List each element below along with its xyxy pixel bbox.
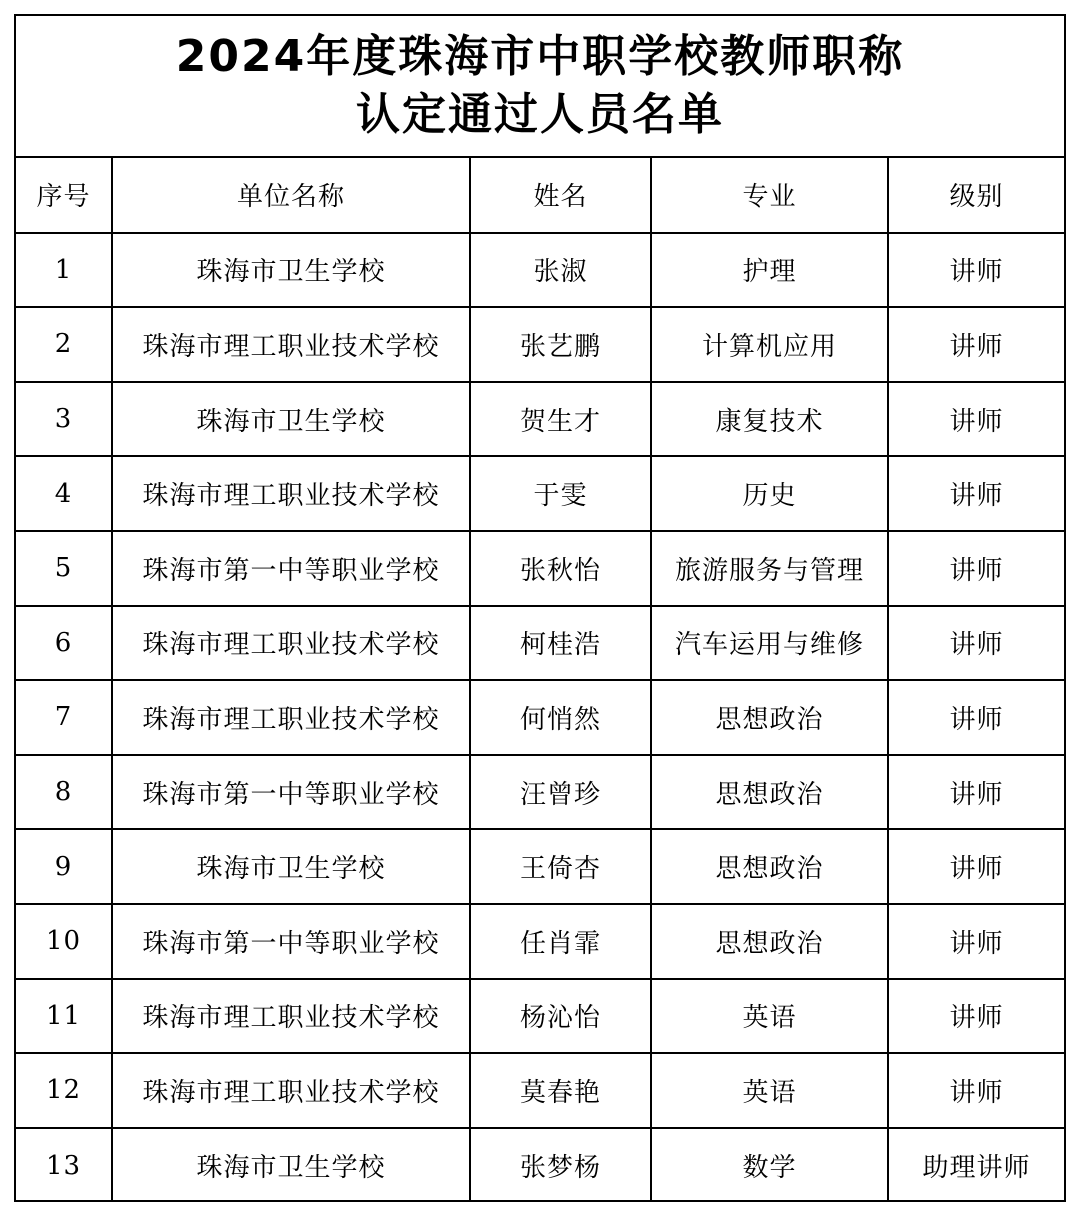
cell-major: 思想政治 [651, 755, 888, 830]
cell-name: 莫春艳 [470, 1053, 651, 1128]
cell-unit: 珠海市理工职业技术学校 [112, 307, 470, 382]
cell-index: 7 [16, 680, 112, 755]
cell-level: 讲师 [888, 233, 1064, 308]
cell-unit: 珠海市理工职业技术学校 [112, 680, 470, 755]
header-unit: 单位名称 [112, 158, 470, 233]
cell-name: 何悄然 [470, 680, 651, 755]
cell-level: 讲师 [888, 1053, 1064, 1128]
table-row [16, 382, 1064, 457]
cell-name: 王倚杏 [470, 829, 651, 904]
cell-major: 计算机应用 [651, 307, 888, 382]
title-line-2: 认定通过人员名单 [356, 89, 724, 140]
table-row [16, 307, 1064, 382]
cell-major: 历史 [651, 456, 888, 531]
table-body [16, 233, 1064, 1203]
cell-major: 数学 [651, 1128, 888, 1203]
table-row [16, 1053, 1064, 1128]
cell-name: 张艺鹏 [470, 307, 651, 382]
cell-level: 讲师 [888, 979, 1064, 1054]
document-title [16, 16, 1064, 158]
cell-major: 思想政治 [651, 680, 888, 755]
cell-index: 2 [16, 307, 112, 382]
cell-unit: 珠海市理工职业技术学校 [112, 456, 470, 531]
document [14, 14, 1066, 1202]
header-name: 姓名 [470, 158, 651, 233]
cell-major: 护理 [651, 233, 888, 308]
cell-level: 讲师 [888, 680, 1064, 755]
cell-index: 6 [16, 606, 112, 681]
cell-unit: 珠海市理工职业技术学校 [112, 979, 470, 1054]
cell-major: 汽车运用与维修 [651, 606, 888, 681]
cell-level: 讲师 [888, 307, 1064, 382]
title-line-1: 2024年度珠海市中职学校教师职称 [175, 31, 905, 82]
table-row [16, 904, 1064, 979]
cell-index: 13 [16, 1128, 112, 1203]
cell-index: 4 [16, 456, 112, 531]
cell-index: 11 [16, 979, 112, 1054]
cell-index: 9 [16, 829, 112, 904]
cell-index: 12 [16, 1053, 112, 1128]
table-row [16, 680, 1064, 755]
table-row [16, 829, 1064, 904]
cell-level: 讲师 [888, 456, 1064, 531]
cell-index: 1 [16, 233, 112, 308]
cell-index: 3 [16, 382, 112, 457]
table-header-row [16, 158, 1064, 233]
table-row [16, 979, 1064, 1054]
cell-name: 张淑 [470, 233, 651, 308]
cell-unit: 珠海市第一中等职业学校 [112, 531, 470, 606]
header-level: 级别 [888, 158, 1064, 233]
cell-index: 5 [16, 531, 112, 606]
table-row [16, 1128, 1064, 1203]
cell-unit: 珠海市理工职业技术学校 [112, 606, 470, 681]
cell-unit: 珠海市理工职业技术学校 [112, 1053, 470, 1128]
cell-unit: 珠海市卫生学校 [112, 233, 470, 308]
cell-major: 英语 [651, 979, 888, 1054]
cell-unit: 珠海市卫生学校 [112, 829, 470, 904]
cell-level: 讲师 [888, 382, 1064, 457]
cell-level: 讲师 [888, 829, 1064, 904]
header-index: 序号 [16, 158, 112, 233]
header-major: 专业 [651, 158, 888, 233]
cell-index: 8 [16, 755, 112, 830]
cell-name: 柯桂浩 [470, 606, 651, 681]
table-row [16, 755, 1064, 830]
cell-unit: 珠海市卫生学校 [112, 1128, 470, 1203]
cell-major: 英语 [651, 1053, 888, 1128]
personnel-table [16, 158, 1064, 1202]
cell-unit: 珠海市卫生学校 [112, 382, 470, 457]
cell-level: 讲师 [888, 531, 1064, 606]
cell-name: 任肖霏 [470, 904, 651, 979]
cell-major: 思想政治 [651, 829, 888, 904]
cell-level: 助理讲师 [922, 1153, 1031, 1184]
cell-name: 贺生才 [470, 382, 651, 457]
table-row [16, 233, 1064, 308]
table-row [16, 531, 1064, 606]
cell-unit: 珠海市第一中等职业学校 [112, 755, 470, 830]
cell-name: 张秋怡 [470, 531, 651, 606]
cell-name: 汪曾珍 [470, 755, 651, 830]
table-row [16, 606, 1064, 681]
cell-level: 讲师 [888, 904, 1064, 979]
cell-major: 思想政治 [651, 904, 888, 979]
cell-name: 于雯 [470, 456, 651, 531]
cell-name: 张梦杨 [470, 1128, 651, 1203]
cell-index: 10 [16, 904, 112, 979]
cell-name: 杨沁怡 [470, 979, 651, 1054]
cell-major: 旅游服务与管理 [651, 531, 888, 606]
cell-level: 讲师 [888, 606, 1064, 681]
cell-level: 讲师 [888, 755, 1064, 830]
cell-unit: 珠海市第一中等职业学校 [112, 904, 470, 979]
table-row [16, 456, 1064, 531]
cell-major: 康复技术 [651, 382, 888, 457]
